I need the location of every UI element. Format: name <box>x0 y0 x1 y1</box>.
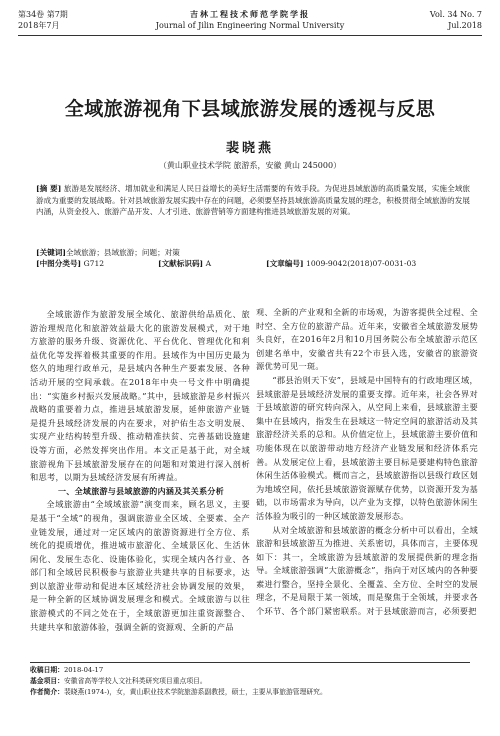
intro-paragraph: 全域旅游作为旅游发展全域化、旅游供给品质化、旅游治理规范化和旅游效益最大化的旅游发展模式，对于地方旅游的服务升级、资源优化、平台优化、管理优化和利益优化等发挥着极其重要的作用。县域作为中国历史最为悠久的地理行政单元，是县域内各种生产要素发展、各种活动开展的空间承载。在2018年中央一号文件中明确提出：“实施乡村振兴发展战略。”其中，县域旅游是乡村振兴战略的重要着力点，推进县域旅游发展，延伸旅游产业链是提升县域经济发展的内在要求，对护佑生态文明发展、实现产业结构转型升级、推动精准扶贫、完善基础设施建设等方面，必然发挥突出作用。本文正是基于此，对全域旅游视角下县域旅游发展存在的问题和对策进行深入剖析和思考，以期为县域经济发展有所裨益。 <box>30 309 250 483</box>
section1-paragraph-3: 从对全域旅游和县域旅游的概念分析中可以看出，全域旅游和县域旅游互为推进、关系密切，具体而言，主要体现如下：其一，全域旅游为县域旅游的发展提供新的理念指导。全域旅游强调“大旅游概念”，指向于对区域内的各种要素进行整合，坚持全景化、全覆盖、全方位、全时空的发展理念，不是局限于某一领域，而是聚焦于全领域，并要求各个环节、各个部门紧密联系。对于县域旅游而言，必须要把 <box>256 524 478 617</box>
keywords-line <box>36 247 470 258</box>
section1-paragraph-1: 全域旅游由“全域域旅游”演变而来，顾名思义，主要是基于“全域”的视角，强调旅游业全区域、全要素、全产业链发展，通过对一定区域内的旅游资源进行全方位、系统化的提质增优，推进城市旅游化、全域景区化、生活休闲化、发展生态化、设施体验化，实现全域内各行业、各部门和全域居民积极参与旅游业共建共享的目标要求，达到以旅游业带动和促进本区域经济社会协调发展的效果，是一种全新的区域协调发展理念和模式。全域旅游与以往旅游模式的不同之处在于，全域旅游更加注重资源整合、共建共享和旅游体验，强调全新的资源观、全新的产品 <box>30 499 250 632</box>
article-author: 裴晓燕 <box>225 141 274 156</box>
abstract-label: [摘 要] <box>36 184 62 193</box>
article-number-label: [文章编号] <box>266 259 304 268</box>
bio-label: 作者简介： <box>30 688 64 696</box>
section-heading-1: 一、全域旅游与县域旅游的内涵及其关系分析 <box>58 486 224 496</box>
article-number-value: 1009-9042(2018)07-0031-03 <box>305 259 417 268</box>
clc-value: G712 <box>83 259 105 268</box>
author-bio <box>30 687 470 698</box>
abstract-block <box>36 183 470 218</box>
journal-name-cn: 吉林工程技术师范学院学报 <box>190 9 310 19</box>
clc <box>36 258 104 269</box>
fund-value: 安徽省高等学校人文社科类研究项目重点项目。 <box>63 677 207 685</box>
doc-code-value: A <box>205 259 212 268</box>
clc-label: [中图分类号] <box>36 259 82 268</box>
received-label: 收稿日期： <box>30 666 64 674</box>
received-date <box>30 665 470 676</box>
received-value: 2018-04-17 <box>63 666 104 674</box>
article-number <box>266 258 416 269</box>
section1-paragraph-2: “郡县治则天下安”，县域是中国特有的行政地理区域，县域旅游是县域经济发展的重要支撑。近年来，社会各界对于县域旅游的研究转向深入，从空间上来看，县域旅游主要集中在县域内，指发生在县域这一特定空间的旅游活动及其旅游经济关系的总和。从价值定位上，县域旅游主要价值和功能体现在以旅游带动地方经济产业链发展和经济体系完善。从发展定位上看，县域旅游主要目标是要建构特色旅游休闲生活体验模式。概而言之，县域旅游指以县级行政区划为地域空间，依托县域旅游资源赋存优势，以资源开发为基础，以市场需求为导向，以产业为支撑，以特色旅游休闲生活体验为吸引的一种区域旅游发展形态。 <box>256 374 478 521</box>
abstract <box>36 183 470 218</box>
issue-date-en: Jul.2018 <box>448 21 482 30</box>
footnote <box>30 662 470 698</box>
left-column <box>30 308 250 634</box>
fund-info <box>30 676 470 687</box>
article-title: 全域旅游视角下县域旅游发展的透视与反思 <box>64 98 436 120</box>
section1-paragraph-1-cont: 观、全新的产业观和全新的市场观，为游客提供全过程、全时空、全方位的旅游产品。近年来，安徽省全域旅游发展势头良好，在2016年2月和10月国务院公布全域旅游示范区创建名单中，安徽省共有22个市县入选，安徽省的旅游资源优势可见一斑。 <box>256 307 478 372</box>
volume-issue-en: Vol. 34 No. 7 <box>429 10 482 19</box>
volume-issue: 第34卷 第7期 <box>18 10 68 19</box>
doc-code-label: [文献标识码] <box>158 259 204 268</box>
abstract-text: 旅游是发展经济、增加就业和满足人民日益增长的美好生活需要的有效手段。为促进县域旅游的高质量发展，实施全域旅游成为重要的发展战略。针对县域旅游发展实践中存在的问题，必须要坚持县域旅游高质量发展的理念，积极贯彻全域旅游的发展内涵，从资金投入、旅游产品开发、人才引进、旅游营销等方面建构推进县域旅游发展的对策。 <box>36 184 470 216</box>
issue-date: 2018年7月 <box>18 21 60 30</box>
author-affiliation: （黄山职业技术学院 旅游系，安徽 黄山 245000） <box>158 161 342 170</box>
issue-info-en <box>430 9 482 31</box>
right-column <box>256 306 478 619</box>
keywords-label: [关键词] <box>36 248 66 257</box>
article-meta <box>36 247 470 269</box>
keywords <box>36 247 180 258</box>
journal-name <box>18 9 482 31</box>
keywords-text: 全域旅游；县域旅游；问题；对策 <box>65 248 180 257</box>
doc-code <box>158 258 211 269</box>
journal-header <box>18 9 482 36</box>
bio-value: 裴晓燕(1974-)，女，黄山职业技术学院旅游系副教授，硕士，主要从事旅游管理研究。 <box>63 688 327 696</box>
classification-line <box>36 258 470 269</box>
fund-label: 基金项目： <box>30 677 64 685</box>
journal-name-en: Journal of Jilin Engineering Normal University <box>155 21 345 30</box>
